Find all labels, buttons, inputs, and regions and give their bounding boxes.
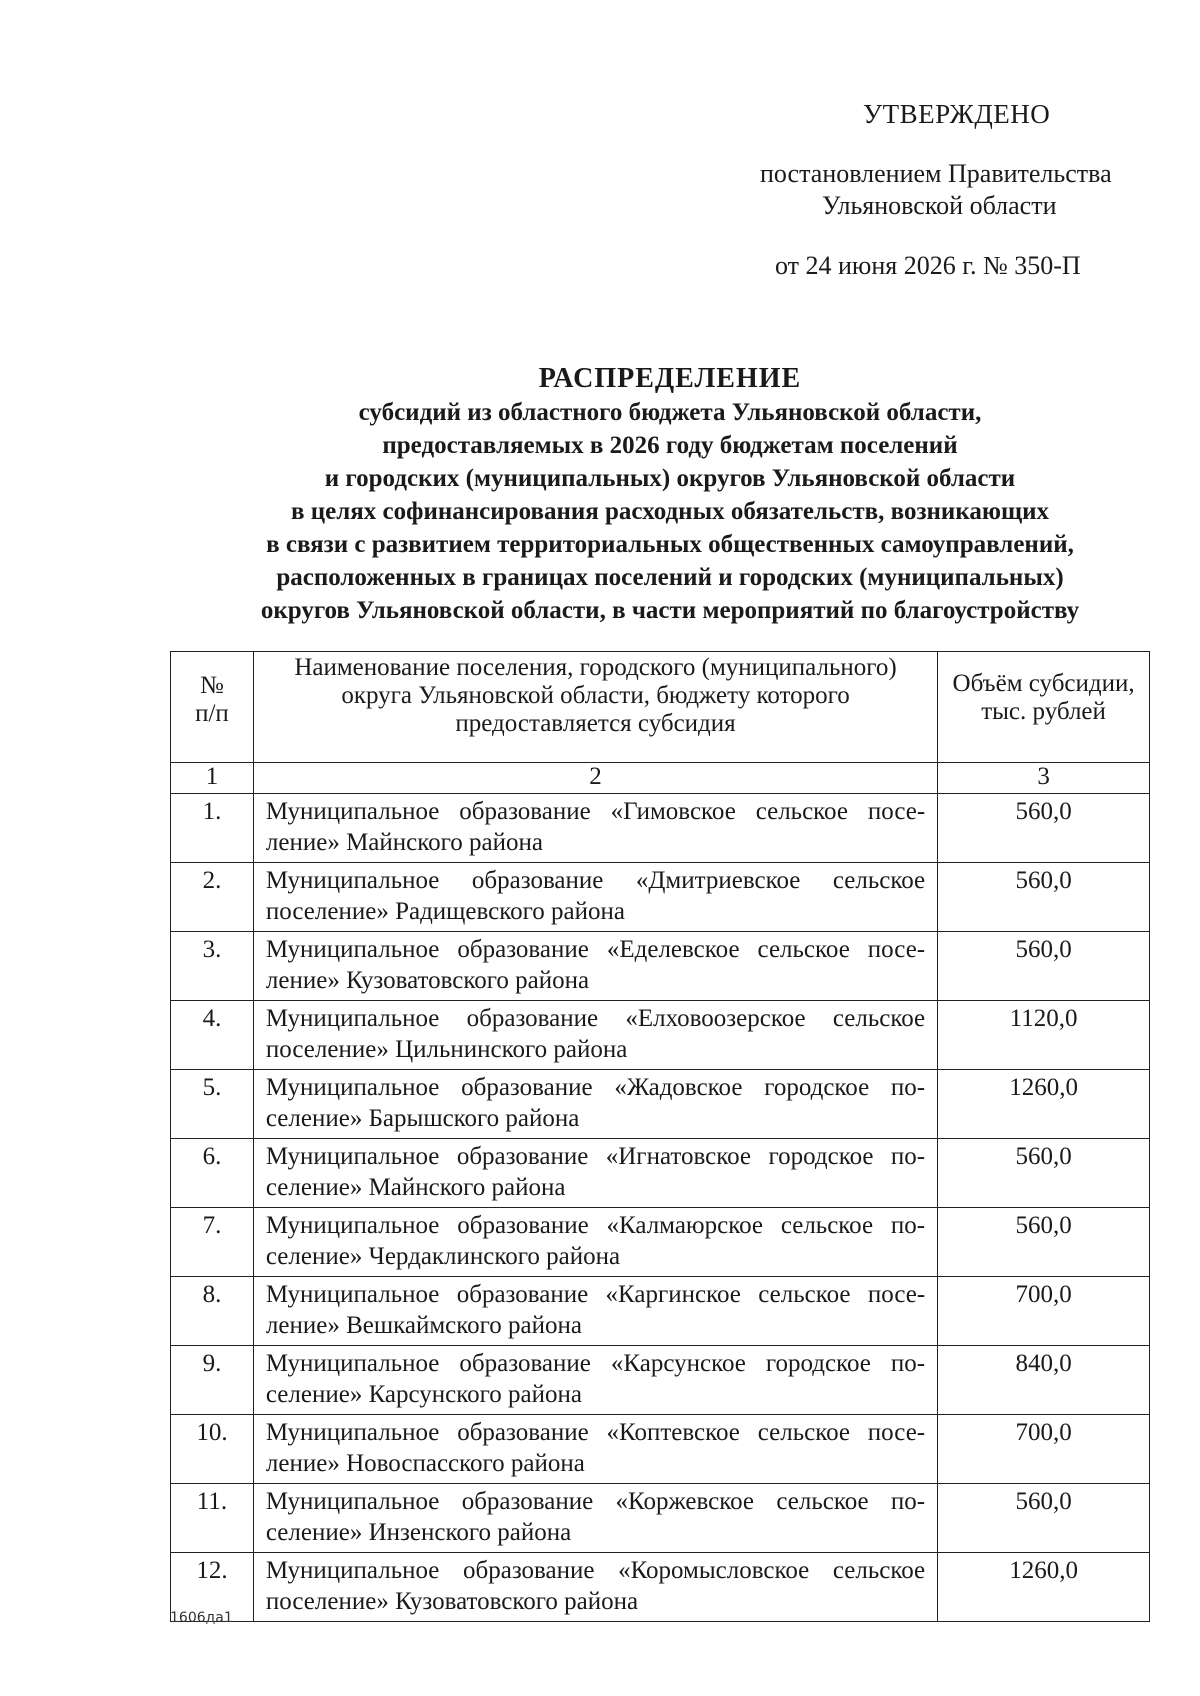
municipality-name [253, 1070, 937, 1139]
municipality-name-line: Муниципальное образование «Карсунское городское по- [265, 1350, 926, 1377]
row-number: 7. [171, 1208, 254, 1277]
approval-resolution-line: постановлением Правительства [760, 159, 1112, 188]
municipality-name-line: селение» Барышского района [265, 1105, 580, 1132]
header-num-line: № [200, 672, 224, 699]
row-number: 12. [171, 1553, 254, 1622]
municipality-name-line: Муниципальное образование «Коптевское сельское посе- [265, 1419, 926, 1446]
municipality-name-line: Муниципальное образование «Гимовское сельское посе- [265, 798, 926, 825]
municipality-name-line: ление» Кузоватовского района [265, 967, 590, 994]
row-number: 10. [171, 1415, 254, 1484]
municipality-name-line: поселение» Радищевского района [265, 898, 625, 925]
municipality-name-line: Муниципальное образование «Коржевское сельское по- [265, 1488, 926, 1515]
header-name: Наименование поселения, городского (муниципального) округа Ульяновской области, бюджету которого предоставляется субсидия [253, 652, 937, 763]
municipality-name-line: поселение» Цильнинского района [265, 1036, 628, 1063]
table-header-row [171, 652, 1150, 763]
table-row [171, 1208, 1150, 1277]
row-number: 11. [171, 1484, 254, 1553]
title-line: субсидий из областного бюджета Ульяновской области, [358, 399, 982, 426]
municipality-name-line: селение» Майнского района [265, 1174, 566, 1201]
municipality-name [253, 1277, 937, 1346]
municipality-name-line: ление» Новоспасского района [265, 1450, 585, 1477]
title-line: в целях софинансирования расходных обязательств, возникающих [291, 498, 1049, 525]
table-row [171, 863, 1150, 932]
municipality-name-line: поселение» Кузоватовского района [265, 1588, 639, 1615]
municipality-name [253, 1484, 937, 1553]
document-code: 1606да1 [170, 1610, 233, 1626]
municipality-name-line: селение» Инзенского района [265, 1519, 572, 1546]
row-number: 2. [171, 863, 254, 932]
row-number: 8. [171, 1277, 254, 1346]
municipality-name-line: Муниципальное образование «Калмаюрское сельское по- [265, 1212, 926, 1239]
municipality-name-line: Муниципальное образование «Коромысловское сельское [265, 1557, 926, 1584]
subsidy-amount: 840,0 [938, 1346, 1150, 1415]
subsidy-amount: 700,0 [938, 1277, 1150, 1346]
table-row [171, 1070, 1150, 1139]
column-index: 2 [253, 763, 937, 794]
municipality-name-line: селение» Чердаклинского района [265, 1243, 621, 1270]
municipality-name-line: Муниципальное образование «Жадовское городское по- [265, 1074, 926, 1101]
municipality-name-line: Муниципальное образование «Дмитриевское сельское [265, 867, 926, 894]
subsidy-amount: 560,0 [938, 794, 1150, 863]
approval-stamp: УТВЕРЖДЕНО [863, 99, 1051, 129]
municipality-name [253, 1001, 937, 1070]
municipality-name-line: ление» Майнского района [265, 829, 543, 856]
header-value-line: Объём субсидии, [952, 670, 1135, 697]
municipality-name-line: селение» Карсунского района [265, 1381, 582, 1408]
approval-region-line: Ульяновской области [822, 191, 1057, 220]
table-row [171, 794, 1150, 863]
municipality-name [253, 932, 937, 1001]
row-number: 4. [171, 1001, 254, 1070]
row-number: 5. [171, 1070, 254, 1139]
subsidy-amount: 1260,0 [938, 1070, 1150, 1139]
column-index: 1 [171, 763, 254, 794]
subsidy-amount: 560,0 [938, 1484, 1150, 1553]
row-number: 6. [171, 1139, 254, 1208]
subsidy-amount: 560,0 [938, 1208, 1150, 1277]
title-main: РАСПРЕДЕЛЕНИЕ [538, 363, 802, 394]
municipality-name-line: Муниципальное образование «Каргинское сельское посе- [265, 1281, 926, 1308]
title-line: и городских (муниципальных) округов Ульяновской области [324, 465, 1016, 492]
subsidy-amount: 560,0 [938, 1139, 1150, 1208]
table-row [171, 1346, 1150, 1415]
municipality-name [253, 1346, 937, 1415]
subsidy-amount: 700,0 [938, 1415, 1150, 1484]
title-line: предоставляемых в 2026 году бюджетам поселений [382, 432, 958, 459]
subsidy-amount: 560,0 [938, 863, 1150, 932]
table-row [171, 1553, 1150, 1622]
column-index: 3 [938, 763, 1150, 794]
table-row [171, 1001, 1150, 1070]
header-num [171, 652, 254, 763]
municipality-name [253, 1139, 937, 1208]
table-body [171, 794, 1150, 1622]
table-row [171, 932, 1150, 1001]
title-line: расположенных в границах поселений и городских (муниципальных) [276, 564, 1064, 591]
header-value [938, 652, 1150, 763]
municipality-name [253, 1553, 937, 1622]
municipality-name [253, 794, 937, 863]
row-number: 3. [171, 932, 254, 1001]
approval-date-number: от 24 июня 2026 г. № 350-П [775, 251, 1081, 280]
subsidy-amount: 560,0 [938, 932, 1150, 1001]
municipality-name [253, 863, 937, 932]
table-row [171, 1415, 1150, 1484]
municipality-name [253, 1208, 937, 1277]
municipality-name-line: Муниципальное образование «Игнатовское городское по- [265, 1143, 926, 1170]
document-title [140, 362, 1200, 627]
subsidy-amount: 1260,0 [938, 1553, 1150, 1622]
subsidy-distribution-table [170, 651, 1150, 1622]
municipality-name-line: ление» Вешкаймского района [265, 1312, 582, 1339]
title-line: округов Ульяновской области, в части мероприятий по благоустройству [260, 597, 1080, 624]
row-number: 1. [171, 794, 254, 863]
municipality-name [253, 1415, 937, 1484]
municipality-name-line: Муниципальное образование «Елховоозерское сельское [265, 1005, 926, 1032]
table-row [171, 1139, 1150, 1208]
table-row [171, 1484, 1150, 1553]
header-num-line: п/п [195, 700, 229, 727]
column-index-row [171, 763, 1150, 794]
title-line: в связи с развитием территориальных общественных самоуправлений, [266, 531, 1074, 558]
subsidy-amount: 1120,0 [938, 1001, 1150, 1070]
row-number: 9. [171, 1346, 254, 1415]
municipality-name-line: Муниципальное образование «Еделевское сельское посе- [265, 936, 926, 963]
header-value-line: тыс. рублей [981, 698, 1106, 725]
table-row [171, 1277, 1150, 1346]
